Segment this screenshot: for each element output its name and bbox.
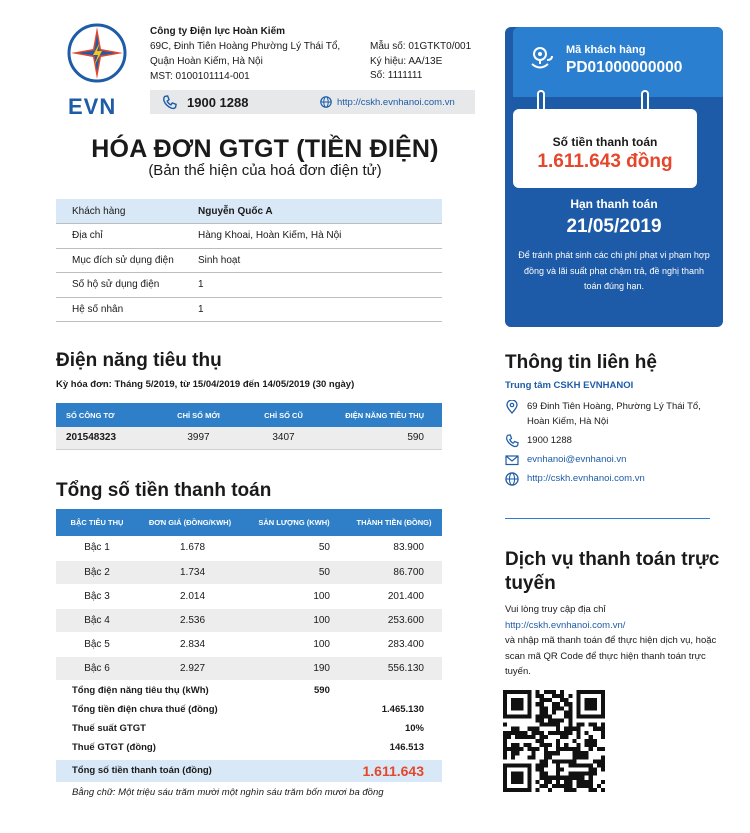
info-value: Nguyễn Quốc A (198, 199, 442, 224)
total-amount: 1.611.643 (362, 763, 424, 779)
logo-text: EVN (68, 94, 117, 119)
amount: 83.900 (346, 536, 442, 560)
summary-label: Tổng tiền điện chưa thuế (đồng) (72, 704, 218, 715)
table-row (56, 224, 442, 249)
contact-address (505, 399, 720, 429)
info-label: Địa chỉ (56, 224, 198, 249)
table-row (56, 584, 442, 608)
contact-email[interactable] (505, 452, 720, 467)
unit-price: 2.834 (138, 632, 242, 656)
summary-row (56, 719, 442, 738)
info-label: Khách hàng (56, 199, 198, 224)
customer-info-table (56, 199, 442, 322)
quantity: 50 (242, 536, 346, 560)
company-address-2: Quận Hoàn Kiếm, Hà Nội (150, 56, 263, 67)
contact-address-text: 69 Đinh Tiên Hoàng, Phường Lý Thái Tổ, Hoàn Kiếm, Hà Nội (527, 401, 701, 427)
online-payment-line2: và nhập mã thanh toán để thực hiện dịch vụ, hoặc scan mã QR Code để thực hiện thanh toán trực tuyến. (505, 635, 717, 677)
unit-price: 2.014 (138, 584, 242, 608)
summary-label: Tổng điện năng tiêu thụ (kWh) (72, 685, 209, 696)
pre-tax-amount: 1.465.130 (381, 704, 424, 715)
amount-label: Số tiền thanh toán (552, 135, 658, 149)
contact-website-text: http://cskh.evnhanoi.com.vn (527, 473, 645, 484)
table-row (56, 248, 442, 273)
unit-price: 2.536 (138, 608, 242, 632)
tier-name: Bậc 1 (56, 536, 138, 560)
table-row (56, 560, 442, 584)
tier-name: Bậc 6 (56, 656, 138, 680)
summary-row (56, 681, 442, 700)
qr-code[interactable] (503, 690, 605, 792)
hotline-bar (150, 90, 475, 114)
amount: 86.700 (346, 560, 442, 584)
contact-phone-text: 1900 1288 (527, 435, 572, 446)
table-row (56, 536, 442, 560)
online-payment-text (505, 602, 720, 680)
payment-summary (56, 681, 442, 757)
column-header: CHỈ SỐ CŨ (241, 403, 326, 427)
table-row (56, 427, 442, 449)
due-date: 21/05/2019 (566, 216, 662, 237)
meter-number: 201548323 (56, 427, 156, 449)
globe-icon (320, 96, 332, 108)
summary-row (56, 700, 442, 719)
due-note: Để tránh phát sinh các chi phí phạt vi phạm hợp đồng và lãi suất phạt chậm trả, đề nghị thanh toán đúng hạn. (518, 250, 710, 291)
info-value: Hàng Khoai, Hoàn Kiếm, Hà Nội (198, 224, 442, 249)
phone-icon (162, 95, 177, 110)
info-value: Sinh hoạt (198, 248, 442, 273)
table-row (56, 297, 442, 322)
company-tax-code: MST: 0100101114-001 (150, 71, 250, 82)
unit-price: 1.678 (138, 536, 242, 560)
invoice-subtitle: (Bản thể hiện của hoá đơn điện tử) (148, 162, 382, 179)
company-name: Công ty Điện lực Hoàn Kiếm (150, 26, 286, 37)
amount: 283.400 (346, 632, 442, 656)
contact-title: Thông tin liên hệ (505, 352, 657, 373)
hotline-phone[interactable] (162, 95, 312, 110)
phone-icon (505, 434, 519, 448)
contact-org: Trung tâm CSKH EVNHANOI (505, 380, 634, 391)
column-header: ĐIỆN NĂNG TIÊU THỤ (326, 403, 442, 427)
website-link: http://cskh.evnhanoi.com.vn (337, 96, 455, 108)
tier-name: Bậc 5 (56, 632, 138, 656)
amount-value: 1.611.643 đồng (537, 151, 673, 172)
invoice-meta (370, 40, 471, 84)
quantity: 190 (242, 656, 346, 680)
summary-row (56, 738, 442, 757)
invoice-number: Số: 1111111 (370, 70, 423, 81)
total-kwh: 590 (314, 685, 330, 696)
unit-price: 1.734 (138, 560, 242, 584)
mail-icon (505, 453, 519, 467)
online-payment-line1: Vui lòng truy cập địa chỉ (505, 604, 606, 615)
invoice-symbol: Ký hiệu: AA/13E (370, 55, 443, 67)
invoice-title: HÓA ĐƠN GTGT (TIỀN ĐIỆN) (91, 135, 439, 163)
quantity: 50 (242, 560, 346, 584)
amount-box (513, 109, 697, 188)
vat-amount: 146.513 (389, 742, 424, 753)
meter-table (56, 403, 442, 450)
old-reading: 3407 (241, 427, 326, 449)
table-row (56, 656, 442, 680)
location-pin-icon (505, 400, 519, 414)
info-value: 1 (198, 297, 442, 322)
column-header: ĐƠN GIÁ (ĐỒNG/KWH) (138, 509, 242, 536)
table-row (56, 273, 442, 298)
info-value: 1 (198, 273, 442, 298)
tier-table (56, 509, 442, 681)
column-header: CHỈ SỐ MỚI (156, 403, 241, 427)
globe-icon (505, 472, 519, 486)
customer-code-label: Mã khách hàng (566, 44, 646, 56)
new-reading: 3997 (156, 427, 241, 449)
contact-info (505, 380, 720, 490)
quantity: 100 (242, 632, 346, 656)
tier-name: Bậc 2 (56, 560, 138, 584)
summary-label: Thuế GTGT (đồng) (72, 742, 156, 753)
vat-rate: 10% (404, 723, 424, 734)
online-payment-title: Dịch vụ thanh toán trực tuyến (505, 549, 720, 594)
unit-price: 2.927 (138, 656, 242, 680)
divider (505, 518, 710, 519)
amount-in-words: Bằng chữ: Một triệu sáu trăm mười một nghìn sáu trăm bốn mươi ba đồng (72, 787, 384, 798)
amount: 253.600 (346, 608, 442, 632)
form-number: Mẫu số: 01GTKT0/001 (370, 41, 472, 52)
consumption-title: Điện năng tiêu thụ (56, 350, 222, 371)
column-header: BẬC TIÊU THỤ (56, 509, 138, 536)
amount: 556.130 (346, 656, 442, 680)
due-label: Hạn thanh toán (570, 197, 658, 211)
column-header: SỐ CÔNG TƠ (56, 403, 156, 427)
hotline-website[interactable] (320, 96, 455, 108)
quantity: 100 (242, 584, 346, 608)
contact-website[interactable] (505, 471, 720, 486)
info-label: Hệ số nhân (56, 297, 198, 322)
column-header: THÀNH TIỀN (ĐỒNG) (346, 509, 442, 536)
customer-location-icon (528, 44, 556, 72)
online-payment-link[interactable]: http://cskh.evnhanoi.com.vn/ (505, 619, 626, 631)
company-address-1: 69C, Đinh Tiên Hoàng Phường Lý Thái Tổ, (150, 41, 341, 52)
amount: 201.400 (346, 584, 442, 608)
contact-email-text: evnhanoi@evnhanoi.vn (527, 454, 627, 465)
quantity: 100 (242, 608, 346, 632)
payment-title: Tổng số tiền thanh toán (56, 480, 272, 501)
consumption-kwh: 590 (326, 427, 442, 449)
summary-label: Thuế suất GTGT (72, 723, 146, 734)
table-row (56, 608, 442, 632)
hotline-number: 1900 1288 (187, 94, 249, 110)
total-row (56, 760, 442, 782)
total-label: Tổng số tiền thanh toán (đồng) (72, 765, 212, 776)
tier-name: Bậc 4 (56, 608, 138, 632)
table-row (56, 199, 442, 224)
billing-period: Kỳ hóa đơn: Tháng 5/2019, từ 15/04/2019 đến 14/05/2019 (30 ngày) (56, 379, 355, 390)
tier-name: Bậc 3 (56, 584, 138, 608)
company-info (150, 24, 365, 84)
column-header: SẢN LƯỢNG (KWH) (242, 509, 346, 536)
info-label: Mục đích sử dụng điện (56, 248, 198, 273)
info-label: Số hộ sử dụng điện (56, 273, 198, 298)
contact-phone[interactable] (505, 433, 720, 448)
customer-code: PD01000000000 (566, 59, 683, 76)
table-row (56, 632, 442, 656)
